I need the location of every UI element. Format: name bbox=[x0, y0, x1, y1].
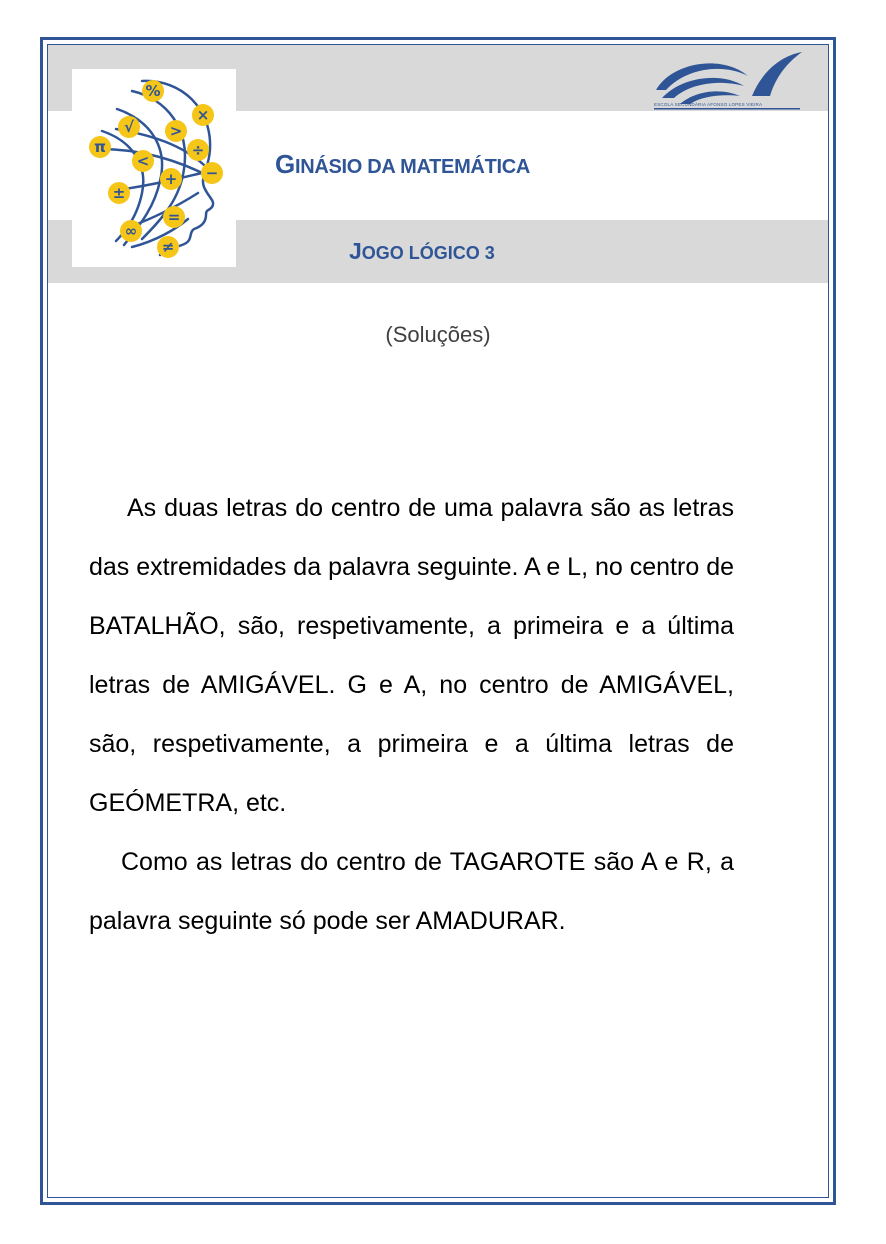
svg-text:∞: ∞ bbox=[124, 222, 138, 240]
math-head-icon bbox=[72, 69, 236, 267]
svg-text:<: < bbox=[136, 152, 150, 170]
solutions-label: (Soluções) bbox=[385, 322, 491, 347]
school-name: ESCOLA SECUNDÁRIA AFONSO LOPES VIEIRA bbox=[654, 102, 763, 107]
svg-text:%: % bbox=[145, 82, 161, 100]
subtitle-initial: J bbox=[349, 238, 362, 264]
school-logo bbox=[652, 50, 804, 112]
svg-text:±: ± bbox=[112, 184, 126, 202]
svg-text:−: − bbox=[205, 164, 219, 182]
svg-text:≠: ≠ bbox=[161, 238, 175, 256]
paragraph: Como as letras do centro de TAGAROTE são A e R, a palavra seguinte só pode ser AMADURAR. bbox=[89, 848, 734, 935]
svg-text:√: √ bbox=[123, 118, 135, 136]
subtitle-rest: OGO LÓGICO 3 bbox=[361, 243, 495, 263]
title-rest: INÁSIO DA MATEMÁTICA bbox=[294, 156, 531, 178]
svg-text:>: > bbox=[169, 122, 183, 140]
solution-text bbox=[89, 479, 734, 951]
svg-text:+: + bbox=[164, 170, 178, 188]
svg-text:÷: ÷ bbox=[191, 141, 205, 159]
page-subtitle bbox=[349, 238, 649, 265]
paragraph: As duas letras do centro de uma palavra são as letras das extremidades da palavra seguinte. A e L, no centro de BATALHÃO, são, respetivamente, a primeira e a última letras de AMIGÁVEL. G e A, no centro de AMIGÁVEL, são, respetivamente, a primeira e a última letras de GEÓMETRA, etc. bbox=[89, 494, 734, 817]
svg-text:×: × bbox=[196, 106, 210, 124]
svg-text:π: π bbox=[94, 138, 106, 156]
title-initial: G bbox=[275, 149, 295, 179]
svg-text:=: = bbox=[167, 208, 181, 226]
page-title bbox=[275, 149, 695, 180]
math-gym-logo bbox=[72, 69, 236, 267]
